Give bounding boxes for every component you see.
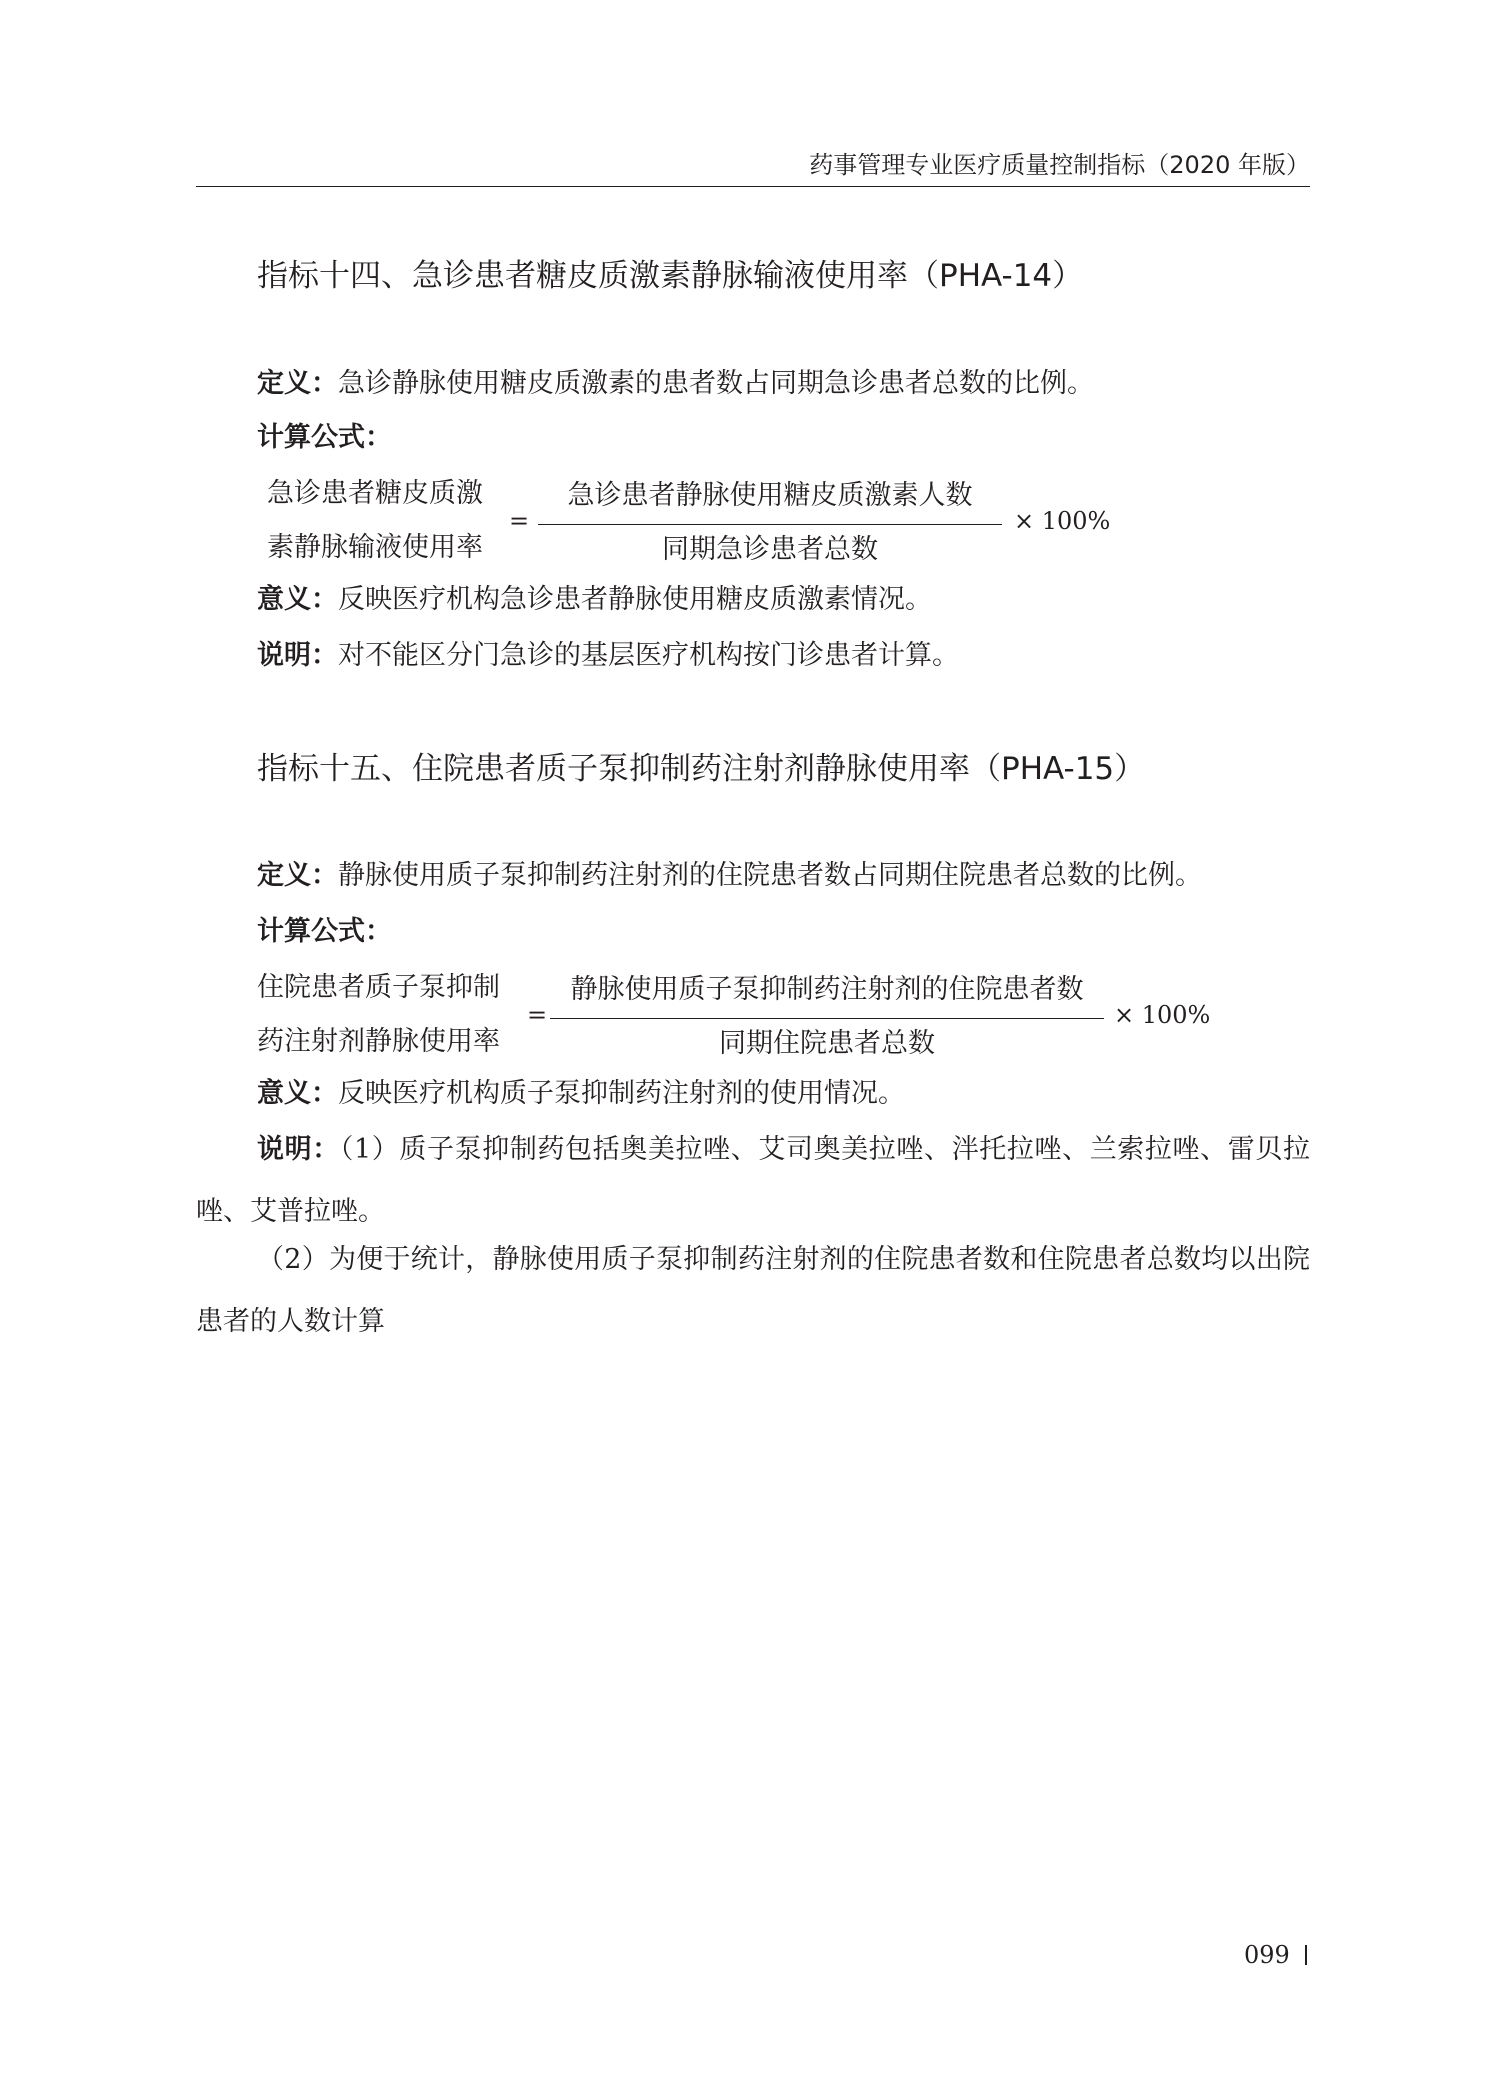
meaning-text: 反映医疗机构质子泵抑制药注射剂的使用情况。 — [338, 1078, 905, 1109]
definition-pha-15 — [257, 858, 1202, 894]
formula-lhs-line2: 素静脉输液使用率 — [267, 532, 483, 563]
note-text-1: （1）质子泵抑制药包括奥美拉唑、艾司奥美拉唑、泮托拉唑、兰索拉唑、雷贝拉唑、艾普拉唑。 — [196, 1134, 1310, 1227]
running-header: 药事管理专业医疗质量控制指标（2020 年版） — [196, 150, 1310, 187]
formula-label-pha-15 — [257, 914, 392, 950]
note-pha-15-item-2 — [196, 1229, 1310, 1353]
definition-pha-14 — [257, 366, 1094, 402]
formula-label: 计算公式： — [257, 916, 392, 947]
definition-label: 定义： — [257, 860, 338, 891]
meaning-text: 反映医疗机构急诊患者静脉使用糖皮质激素情况。 — [338, 584, 932, 615]
formula-lhs-line1: 住院患者质子泵抑制 — [257, 972, 500, 1003]
formula-numerator: 急诊患者静脉使用糖皮质激素人数 — [567, 480, 973, 511]
meaning-label: 意义： — [257, 1078, 338, 1109]
note-text: 对不能区分门急诊的基层医疗机构按门诊患者计算。 — [338, 640, 959, 671]
note-text-2: （2）为便于统计，静脉使用质子泵抑制药注射剂的住院患者数和住院患者总数均以出院患者的人数计算 — [196, 1244, 1310, 1337]
formula-denominator: 同期急诊患者总数 — [662, 534, 878, 565]
note-pha-15-item-1 — [196, 1119, 1310, 1243]
formula-denominator: 同期住院患者总数 — [719, 1028, 935, 1059]
formula-equals: = — [509, 507, 530, 535]
section-heading-pha-14: 指标十四、急诊患者糖皮质激素静脉输液使用率（PHA-14） — [257, 258, 1084, 294]
meaning-pha-15 — [257, 1076, 905, 1112]
formula-multiplier: × 100% — [1114, 1001, 1211, 1029]
formula-multiplier: × 100% — [1014, 507, 1111, 535]
fraction-bar — [550, 1018, 1104, 1019]
meaning-label: 意义： — [257, 584, 338, 615]
definition-label: 定义： — [257, 368, 338, 399]
page-number: 099 — [1244, 1941, 1290, 1969]
formula-numerator: 静脉使用质子泵抑制药注射剂的住院患者数 — [570, 974, 1084, 1005]
fraction-bar — [538, 524, 1002, 525]
note-label: 说明： — [257, 640, 338, 671]
formula-equals: = — [527, 1001, 548, 1029]
formula-lhs-line2: 药注射剂静脉使用率 — [257, 1026, 500, 1057]
note-label: 说明： — [257, 1134, 340, 1165]
formula-label: 计算公式： — [257, 422, 392, 453]
section-heading-pha-15: 指标十五、住院患者质子泵抑制药注射剂静脉使用率（PHA-15） — [257, 751, 1146, 787]
note-pha-14 — [257, 638, 959, 674]
page-number-divider — [1305, 1945, 1307, 1965]
meaning-pha-14 — [257, 582, 932, 618]
definition-text: 急诊静脉使用糖皮质激素的患者数占同期急诊患者总数的比例。 — [338, 368, 1094, 399]
formula-lhs-line1: 急诊患者糖皮质激 — [267, 478, 483, 509]
formula-label-pha-14 — [257, 420, 392, 456]
definition-text: 静脉使用质子泵抑制药注射剂的住院患者数占同期住院患者总数的比例。 — [338, 860, 1202, 891]
